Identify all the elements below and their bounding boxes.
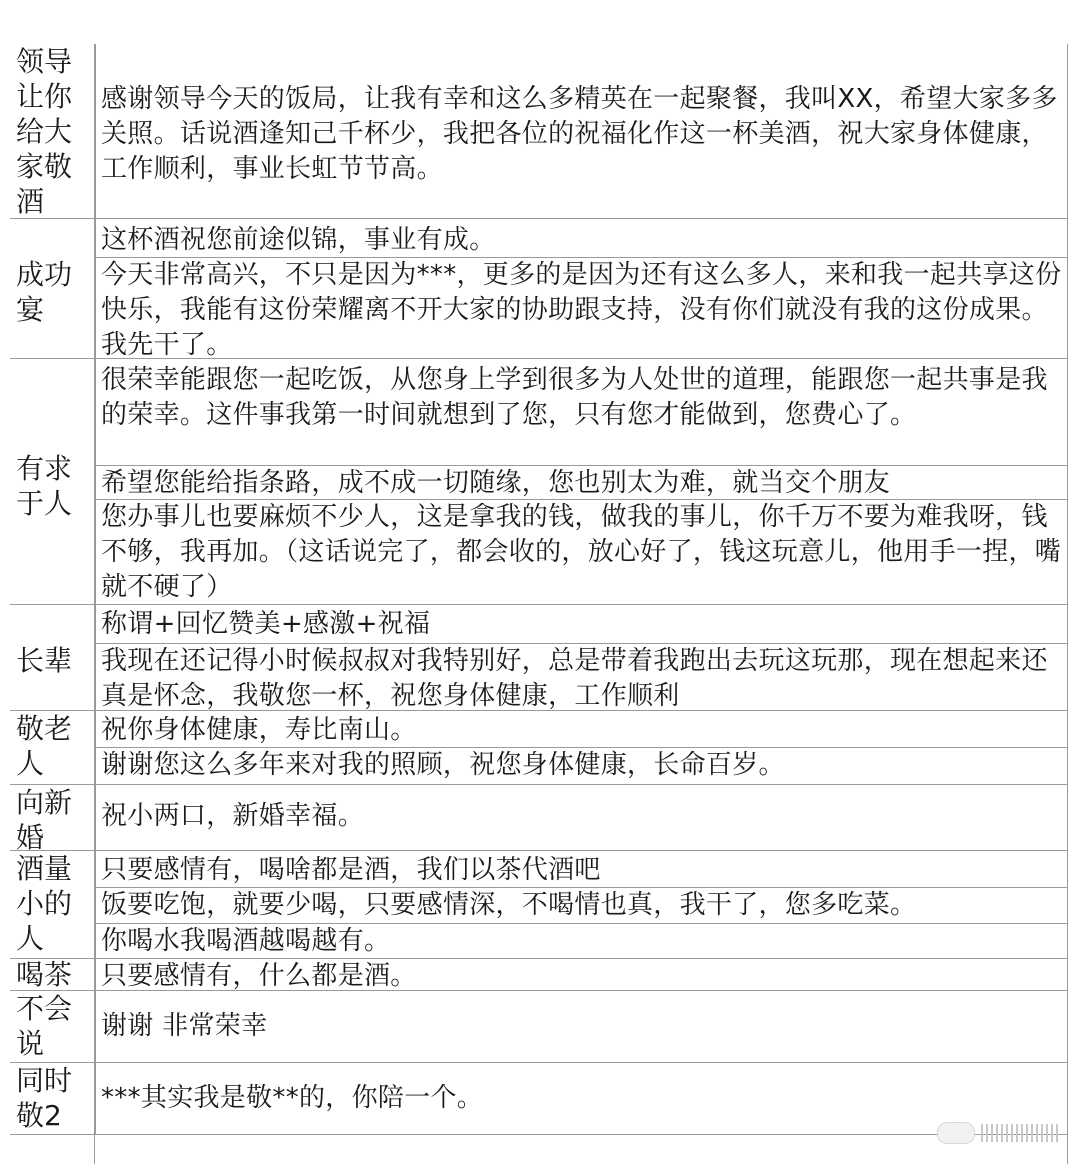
table-right-border <box>1067 44 1068 1164</box>
row-content <box>95 991 1068 1063</box>
phrase-line: 希望您能给指条路，成不成一切随缘，您也别太为难，就当交个朋友 <box>96 465 1068 499</box>
row-content <box>95 711 1068 785</box>
row-category: 有求于人 <box>16 452 73 520</box>
column-divider <box>94 44 95 1164</box>
phrase-line: 谢谢 非常荣幸 <box>101 1011 268 1041</box>
row-category: 同时敬2 <box>16 1064 73 1132</box>
phrase-line: 祝小两口，新婚幸福。 <box>101 801 365 831</box>
table-row <box>10 44 1068 218</box>
row-content <box>95 959 1068 991</box>
row-content <box>95 1063 1068 1135</box>
phrase-line: 这杯酒祝您前途似锦，事业有成。 <box>101 225 496 255</box>
phrase-line: 祝你身体健康，寿比南山。 <box>101 715 417 745</box>
row-category: 不会说 <box>16 992 73 1060</box>
row-category: 向新婚 <box>16 786 73 854</box>
row-content <box>95 851 1068 959</box>
row-category: 喝茶 <box>16 958 73 991</box>
phrase-line: 饭要吃饱，就要少喝，只要感情深，不喝情也真，我干了，您多吃菜。 <box>96 887 1068 923</box>
table-row <box>10 958 1068 990</box>
phrase-line: ***其实我是敬**的，你陪一个。 <box>101 1083 484 1113</box>
row-category: 长辈 <box>16 644 73 677</box>
cut-off-row <box>10 1134 1068 1165</box>
phrase-line: 你喝水我喝酒越喝越有。 <box>96 923 1068 959</box>
table-row <box>10 1062 1068 1134</box>
phrase-line: 谢谢您这么多年来对我的照顾，祝您身体健康，长命百岁。 <box>96 747 1068 785</box>
watermark-logo-icon <box>937 1122 975 1144</box>
table-row <box>10 710 1068 784</box>
phrase-line: 称谓+回忆赞美+感激+祝福 <box>101 609 431 639</box>
row-category: 酒量小的人 <box>16 852 73 955</box>
table-row <box>10 990 1068 1062</box>
phrase-line: 今天非常高兴，不只是因为***，更多的是因为还有这么多人，来和我一起共享这份快乐，我能有这份荣耀离不开大家的协助跟支持，没有你们就没有我的这份成果。我先干了。 <box>96 257 1068 359</box>
phrase-line: 我现在还记得小时候叔叔对我特别好，总是带着我跑出去玩这玩那，现在想起来还真是怀念，我敬您一杯，祝您身体健康，工作顺利 <box>96 643 1068 711</box>
row-content <box>95 359 1068 605</box>
row-content <box>95 219 1068 359</box>
row-category: 成功宴 <box>16 258 73 326</box>
phrase-line: 只要感情有，喝啥都是酒，我们以茶代酒吧 <box>101 855 601 885</box>
row-category: 敬老人 <box>16 712 73 780</box>
row-content <box>95 605 1068 711</box>
watermark-bars-icon <box>981 1124 1058 1142</box>
row-content <box>95 44 1068 218</box>
phrase-line: 您办事儿也要麻烦不少人，这是拿我的钱，做我的事儿，你千万不要为难我呀，钱不够，我再加。（这话说完了，都会收的，放心好了，钱这玩意儿，他用手一捏，嘴就不硬了） <box>96 499 1068 605</box>
row-category: 领导让你给大家敬酒 <box>16 45 73 218</box>
phrase-line: 感谢领导今天的饭局，让我有幸和这么多精英在一起聚餐，我叫XX，希望大家多多关照。话说酒逢知己千杯少，我把各位的祝福化作这一杯美酒，祝大家身体健康，工作顺利，事业长虹节节高。 <box>101 84 1058 184</box>
table-row <box>10 604 1068 710</box>
table-row <box>10 784 1068 854</box>
phrase-line: 很荣幸能跟您一起吃饭，从您身上学到很多为人处世的道理，能跟您一起共事是我的荣幸。这件事我第一时间就想到了您，只有您才能做到，您费心了。 <box>101 365 1048 430</box>
table-row <box>10 850 1068 958</box>
phrase-line: 只要感情有，什么都是酒。 <box>101 961 417 991</box>
watermark <box>937 1122 1058 1144</box>
row-content <box>95 785 1068 851</box>
table-row <box>10 218 1068 358</box>
table-row <box>10 358 1068 604</box>
